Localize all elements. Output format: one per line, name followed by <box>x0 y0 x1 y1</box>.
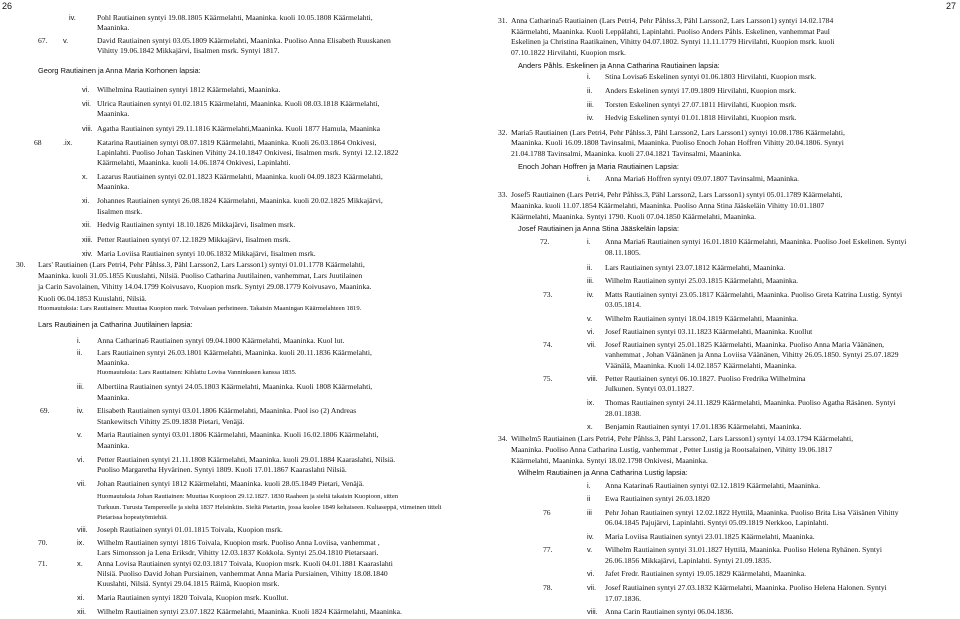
text-line: Matts Rautiainen syntyi 23.05.1817 Käärmelahti, Maaninka. Puoliso Greta Katrina Lustig. Syntyi <box>605 290 903 299</box>
text-line: Wilhelm Rautiainen ja Anna Catharina Lustig lapsia: <box>518 468 688 477</box>
entry-number: iii <box>587 508 592 517</box>
text-line: Maaninka. Kuoli 16.09.1808 Tavinsalmi, Maaninka. Puoliso Enoch Johan Hoffren Vihitty 20.04.1806. Syntyi <box>511 138 844 147</box>
entry-number: 75. <box>543 374 553 383</box>
entry-number: i. <box>587 174 591 183</box>
text-line: Stina Lovisa6 Eskelinen syntyi 01.06.1803 Hirvilahti, Kuopion msrk. <box>605 72 817 81</box>
text-line: ja Carin Savolainen, Vihitty 14.04.1799 Koivusavo, Kuopion msrk. Syntyi 29.08.1779 Koivusavo, Maaninka. <box>38 282 372 291</box>
entry-number: ii. <box>587 263 593 272</box>
text-line: Iisalmen msrk. <box>97 207 143 216</box>
text-line: Petter Rautiainen syntyi 06.10.1827. Puoliso Fredrika Wilhelmina <box>605 374 806 383</box>
entry-number: iv. <box>587 113 594 122</box>
entry-number: xiii. <box>82 235 93 244</box>
text-line: Ulrica Rautiainen syntyi 01.02.1815 Käärmelahti, Maaninka. Kuoli 08.03.1818 Käärmelahti, <box>97 99 380 108</box>
entry-number: viii. <box>82 124 93 133</box>
entry-number: v. <box>587 314 593 323</box>
text-line: Wilhelm Rautiainen syntyi 25.03.1815 Käärmelahti, Maaninka. <box>605 276 799 285</box>
text-line: Julkunen. Syntyi 03.01.1827. <box>605 384 695 393</box>
entry-number: .ix. <box>63 138 73 147</box>
text-line: Torsten Eskelinen syntyi 27.07.1811 Hirvilahti, Kuopion msrk. <box>605 100 797 109</box>
entry-number: 70. <box>38 538 48 547</box>
text-line: Vihitty 19.06.1842 Mikkajärvi, Iisalmen msrk. Syntyi 1817. <box>97 46 280 55</box>
page-number-right: 27 <box>945 1 956 11</box>
text-line: Pohl Rautiainen syntyi 19.08.1805 Käärmelahti, Maaninka. kuoli 10.05.1808 Käärmelahti, <box>97 13 373 22</box>
text-line: Hedvig Eskelinen syntyi 01.01.1818 Hirvilahti, Kuopion msrk. <box>605 113 797 122</box>
text-line: Puoliso Margaretha Hyvärinen. Syntyi 1809. Kuoli 17.01.1867 Kaaraslahti Nilsiä. <box>97 465 347 474</box>
text-line: Wilhelm Rautiainen syntyi 18.04.1819 Käärmelahti, Maaninka. <box>605 314 799 323</box>
text-line: Huomautuksia: Lars Rautiainen: Kihlattu Lovisa Vanninkasen kanssa 1835. <box>97 369 297 376</box>
text-line: 17.07.1836. <box>605 594 642 603</box>
text-line: Petter Rautiainen syntyi 21.11.1808 Käärmelahti, Maaninka. kuoli 29.01.1884 Kaaraslahti, Nilsiä. <box>97 455 396 464</box>
entry-number: v. <box>63 36 69 45</box>
entry-number: ii <box>587 494 591 503</box>
entry-number: vii. <box>587 340 597 349</box>
entry-number: 67. <box>38 36 48 45</box>
text-line: 28.01.1838. <box>605 409 642 418</box>
entry-number: ix. <box>587 398 595 407</box>
text-line: Anna Catharina6 Rautiainen syntyi 09.04.1800 Käärmelahti, Maaninka. Kuol lut. <box>97 336 345 345</box>
entry-number: 73. <box>543 290 553 299</box>
entry-number: vi. <box>587 569 595 578</box>
text-line: Maria5 Rautiainen (Lars Petri4, Pehr Påhlss.3, Pähl Larsson2, Lars Larsson1) syntyi 10.08.1786 Käärmelahti, <box>511 128 845 137</box>
text-line: Josef Rautiainen syntyi 03.11.1823 Käärmelahti, Maaninka. Kuollut <box>605 327 813 336</box>
entry-number: iii. <box>587 276 594 285</box>
text-line: 08.11.1805. <box>605 248 641 257</box>
text-line: Lars Simonsson ja Lena Eriksdr, Vihitty 12.03.1837 Kokkola. Syntyi 25.04.1810 Pietarsaari. <box>97 548 379 557</box>
entry-number: i. <box>77 336 81 345</box>
text-line: Wilhelmina Rautiainen syntyi 1812 Käärmelahti, Maaninka. <box>97 85 281 94</box>
text-line: Josef Rautiainen syntyi 27.03.1832 Käärmelahti, Maaninka. Puoliso Helena Halonen. Syntyi <box>605 583 887 592</box>
text-line: Lars Rautiainen syntyi 23.07.1812 Käärmelahti, Maaninka. <box>605 263 786 272</box>
entry-number: iii. <box>587 100 594 109</box>
text-line: Anders Påhls. Eskelinen ja Anna Catharina Rautiainen lapsia: <box>518 61 720 70</box>
text-line: 07.10.1822 Hirvilahti, Kuopion msrk. <box>511 48 626 57</box>
text-line: Maaninka. <box>97 358 130 367</box>
text-line: Enoch Johan Hoffren ja Maria Rautiainen Lapsia: <box>518 162 679 171</box>
entry-number: i. <box>587 72 591 81</box>
entry-number: xii. <box>82 220 92 229</box>
text-line: Albertiina Rautiainen syntyi 24.05.1803 Käärmelahti, Maaninka. Kuoli 1808 Käärmelahti, <box>97 382 373 391</box>
entry-number: iv. <box>69 13 76 22</box>
text-line: 06.04.1845 Pajujärvi, Lapinlahti. Syntyi 05.09.1819 Nerkkoo, Lapinlahti. <box>605 518 829 527</box>
text-line: Anna Maria6 Hoffren syntyi 09.07.1807 Tavinsalmi, Maaninka. <box>605 174 800 183</box>
text-line: Josef Rautiainen ja Anna Stina Jääskeläin lapsia: <box>518 224 680 233</box>
entry-number: 30. <box>16 260 26 269</box>
entry-number: 77. <box>543 545 553 554</box>
text-line: Käärmelahti, Maaninka. kuoli 14.06.1874 Onkivesi, Lapinlahti. <box>97 158 291 167</box>
text-line: Anna Carin Rautiainen syntyi 06.04.1836. <box>605 607 734 616</box>
entry-number: iv. <box>587 290 594 299</box>
entry-number: 31. <box>498 16 508 25</box>
text-line: Wilhelm Rautiainen syntyi 31.01.1827 Hyttilä, Maaninka. Puoliso Helena Ryhänen. Syntyi <box>605 545 882 554</box>
text-line: Lars Rautiainen ja Catharina Juutilainen lapsia: <box>38 320 193 329</box>
text-line: Huomautuksia Johan Rautiainen: Muuttaa Kuopioon 29.12.1827. 1830 Raaheen ja sieltä takaisin Kuopioon, sitten <box>97 493 399 500</box>
text-line: Stankewitsch Vihitty 25.09.1838 Pietari, Venäjä. <box>97 417 245 426</box>
text-line: Maaninka. <box>97 182 130 191</box>
entry-number: 78. <box>543 583 553 592</box>
text-line: Anna Katarina6 Rautiainen syntyi 02.12.1819 Käärmelahti, Maaninka. <box>605 481 821 490</box>
text-line: Kuuslahti, Nilsiä. Syntyi 29.04.1815 Räimä, Kuopion msrk. <box>97 579 280 588</box>
entry-number: 32. <box>498 128 508 137</box>
page-number-left: 26 <box>2 1 13 11</box>
text-line: Anna Catharina5 Rautiainen (Lars Petri4, Pehr Påhlss.3, Pähl Larsson2, Lars Larsson1) syntyi 14.02.1784 <box>511 16 834 25</box>
text-line: Maaninka. <box>97 393 130 402</box>
text-line: Maria Rautiainen syntyi 03.01.1806 Käärmelahti, Maaninka. Kuoli 16.02.1806 Käärmelahti, <box>97 430 379 439</box>
text-line: Maria Rautiainen syntyi 1820 Toivala, Kuopion msrk. Kuollut. <box>97 593 289 602</box>
text-line: Pehr Johan Rautiainen syntyi 12.02.1822 Hyttilä, Maaninka. Puoliso Brita Lisa Väisänen Vihitty <box>605 508 899 517</box>
text-line: Käärmelahti, Maaninka. Kuoli Leppälahti, Lapinlahti. Puoliso Anders Påhls. Eskelinen, vanhemmat Paul <box>511 27 830 36</box>
entry-number: ix. <box>77 538 85 547</box>
text-line: Väänälä, Maaninka. Kuoli 14.02.1857 Käärmelahti, Maaninka. <box>605 361 797 370</box>
text-line: Anna Maria6 Rautiainen syntyi 16.01.1810 Käärmelahti, Maaninka. Puoliso Joel Eskelinen. Syntyi <box>605 237 907 246</box>
text-line: Maaninka. Puoliso Anna Catharina Lustig, vanhemmat , Petter Lustig ja Rootsalainen, Vihitty 19.06.1817 <box>511 445 833 454</box>
entry-number: 33. <box>498 190 508 199</box>
entry-number: vii. <box>587 583 597 592</box>
text-line: Petter Rautiainen syntyi 07.12.1829 Mikkajärvi, Iisalmen msrk. <box>97 235 291 244</box>
text-line: Lars' Rautiainen (Lars Petri4, Pehr Påhlss.3, Pähl Larsson2, Lars Larsson1) syntyi 01.01.1778 Käärmelahti, <box>38 260 365 269</box>
text-line: 26.06.1856 Mikkajärvi, Lapinlahti. Syntyi 21.09.1835. <box>605 556 772 565</box>
text-line: Katarina Rautiainen syntyi 08.07.1819 Käärmelahti, Maaninka. Kuoli 26.03.1864 Onkivesi, <box>97 138 377 147</box>
entry-number: viii. <box>77 525 88 534</box>
entry-number: i. <box>587 237 591 246</box>
entry-number: vii. <box>77 479 87 488</box>
entry-number: xi. <box>82 196 90 205</box>
entry-number: vi. <box>77 455 85 464</box>
text-line: 21.04.1788 Tavinsalmi, Maaninka. kuoli 27.04.1821 Tavinsalmi, Maaninka. <box>511 149 742 158</box>
entry-number: i. <box>587 481 591 490</box>
text-line: Huomautuksia: Lars Rautiainen: Muuttaa Kuopion msrk. Toivalaan perheineen. Takaisin Maaningan Käärmelahteen 1819. <box>38 305 362 312</box>
entry-number: 74. <box>543 340 553 349</box>
entry-number: ii. <box>587 86 593 95</box>
text-line: Ewa Rautiainen syntyi 26.03.1820 <box>605 494 710 503</box>
entry-number: v. <box>587 545 593 554</box>
text-line: Hedvig Rautiainen syntyi 18.10.1826 Mikkajärvi, Iisalmen msrk. <box>97 220 296 229</box>
entry-number: iv. <box>587 532 594 541</box>
entry-number: vii. <box>82 99 92 108</box>
text-line: vanhemmat , Johan Väänänen ja Anna Loviisa Väänänen, Vihitty 26.05.1850. Syntyi 25.07.1829 <box>605 350 899 359</box>
text-line: Josef5 Rautiainen (Lars Petri4, Pehr Påhlss.3, Pähl Larsson2, Lars Larsson1) syntyi 05.01.1789 Käärmelahti, <box>511 190 843 199</box>
entry-number: 68 <box>34 138 42 147</box>
text-line: Josef Rautiainen syntyi 25.01.1825 Käärmelahti, Maaninka. Puoliso Anna Maria Väänänen, <box>605 340 885 349</box>
entry-number: x. <box>82 172 88 181</box>
text-line: Johannes Rautiainen syntyi 26.08.1824 Käärmelahti, Maaninka. kuoli 20.02.1825 Mikkajärvi, <box>97 196 383 205</box>
text-line: Maaninka. <box>97 23 130 32</box>
entry-number: 34. <box>498 434 508 443</box>
text-line: Georg Rautiainen ja Anna Maria Korhonen lapsia: <box>38 66 201 75</box>
entry-number: xi. <box>77 593 85 602</box>
entry-number: vi. <box>82 85 90 94</box>
text-line: David Rautiainen syntyi 03.05.1809 Käärmelahti, Maaninka. Puoliso Anna Elisabeth Ruuskanen <box>97 36 391 45</box>
text-line: Maria Loviisa Rautiainen syntyi 10.06.1832 Mikkajärvi, Iisalmen msrk. <box>97 249 316 258</box>
entry-number: viii. <box>587 374 598 383</box>
entry-number: 71. <box>38 559 48 568</box>
text-line: Agatha Rautiainen syntyi 29.11.1816 Käärmelahti,Maaninka. Kuoli 1877 Hamula, Maaninka <box>97 124 380 133</box>
entry-number: 72. <box>540 237 550 246</box>
text-line: Wilhelm Rautiainen syntyi 23.07.1822 Käärmelahti, Maaninka. Kuoli 1824 Käärmelahti, Maaninka. <box>97 607 402 616</box>
text-line: Anna Lovisa Rautiainen syntyi 02.03.1817 Toivala, Kuopion msrk. Kuoli 04.01.1881 Kaaraslahti <box>97 559 393 568</box>
text-line: Lapinlahti. Puoliso Johan Taskinen Vihitty 24.10.1847 Onkivesi, Iisalmen msrk. Syntyi 12.12.1822 <box>97 148 399 157</box>
text-line: Pietarissa hopeatyömiehiä. <box>97 514 168 521</box>
text-line: Käärmelahti, Maaninka. Syntyi 18.02.1798 Onkivesi, Maaninka. <box>511 456 708 465</box>
text-line: Thomas Rautiainen syntyi 24.11.1829 Käärmelahti, Maaninka. Puoliso Agatha Räsänen. Syntyi <box>605 398 896 407</box>
text-line: Nilsiä. Puoliso David Johan Pursiainen, vanhemmat Anna Maria Pursiainen, Vihitty 18.08.1840 <box>97 569 388 578</box>
entry-number: ii. <box>77 348 83 357</box>
text-line: Maaninka. <box>97 441 130 450</box>
text-line: Maaninka. kuoli 11.07.1854 Käärmelahti, Maaninka. Puoliso Anna Stina Jääskeläin Vihitty 10.01.1807 <box>511 201 825 210</box>
entry-number: viii. <box>587 607 598 616</box>
text-line: Lazarus Rautiainen syntyi 02.01.1823 Käärmelahti, Maaninka. kuoli 04.09.1823 Käärmelahti, <box>97 172 383 181</box>
text-line: Joseph Rautiainen syntyi 01.01.1815 Toivala, Kuopion msrk. <box>97 525 283 534</box>
entry-number: 69. <box>40 406 50 415</box>
entry-number: iv. <box>77 406 84 415</box>
text-line: Johan Rautiainen syntyi 1812 Käärmelahti, Maaninka. kuoli 28.05.1849 Pietari, Venäjä. <box>97 479 365 488</box>
entry-number: xiv. <box>82 249 93 258</box>
text-line: Maaninka. <box>97 109 130 118</box>
entry-number: v. <box>77 430 83 439</box>
text-line: Anders Eskelinen syntyi 17.09.1809 Hirvilahti, Kuopion msrk. <box>605 86 797 95</box>
text-line: Maria Loviisa Rautiainen syntyi 23.01.1825 Käärmelahti, Maaninka. <box>605 532 815 541</box>
text-line: Kuoli 06.04.1853 Kuuslahti, Nilsiä. <box>38 294 147 303</box>
text-line: Maaninka. kuoli 31.05.1855 Kuuslahti, Nilsiä. Puoliso Catharina Juutilainen, vanhemmat, Lars Juutilainen <box>38 271 363 280</box>
text-line: Lars Rautiainen syntyi 26.03.1801 Käärmelahti, Maaninka. kuoli 20.11.1836 Käärmelahti, <box>97 348 372 357</box>
text-line: Elisabeth Rautiainen syntyi 03.01.1806 Käärmelahti, Maaninka. Puol iso (2) Andreas <box>97 406 357 415</box>
entry-number: x. <box>77 559 83 568</box>
entry-number: x. <box>587 422 593 431</box>
text-line: Wilhelm5 Rautiainen (Lars Petri4, Pehr Påhlss.3, Pähl Larsson2, Lars Larsson1) syntyi 14.03.1794 Käärmelahti, <box>511 434 853 443</box>
text-line: 03.05.1814. <box>605 300 642 309</box>
entry-number: xii. <box>77 607 87 616</box>
text-line: Eskelinen ja Christina Raatikainen, Vihitty 04.07.1802. Syntyi 11.11.1779 Hirvilahti, Kuopion msrk. kuoli <box>511 37 835 46</box>
entry-number: vi. <box>587 327 595 336</box>
text-line: Wilhelm Rautiainen syntyi 1816 Toivala, Kuopion msrk. Puoliso Anna Loviisa, vanhemmat , <box>97 538 380 547</box>
text-line: Benjamin Rautiainen syntyi 17.01.1836 Käärmelahti, Maaninka. <box>605 422 802 431</box>
entry-number: 76 <box>543 508 551 517</box>
text-line: Käärmelahti, Maaninka. Syntyi 1790. Kuoli 07.04.1850 Käärmelahti, Maaninka. <box>511 212 757 221</box>
text-line: Turkuun. Turusta Tampereelle ja sieltä 1837 Helsinkiin. Sieltä Pietariin, jossa kuolee 1849 keltaiseen. Kultaseppä, viimeinen titteli <box>97 504 442 511</box>
entry-number: iii. <box>77 382 84 391</box>
text-line: Jafet Fredr. Rautiainen syntyi 19.05.1829 Käärmelahti, Maaninka. <box>605 569 806 578</box>
